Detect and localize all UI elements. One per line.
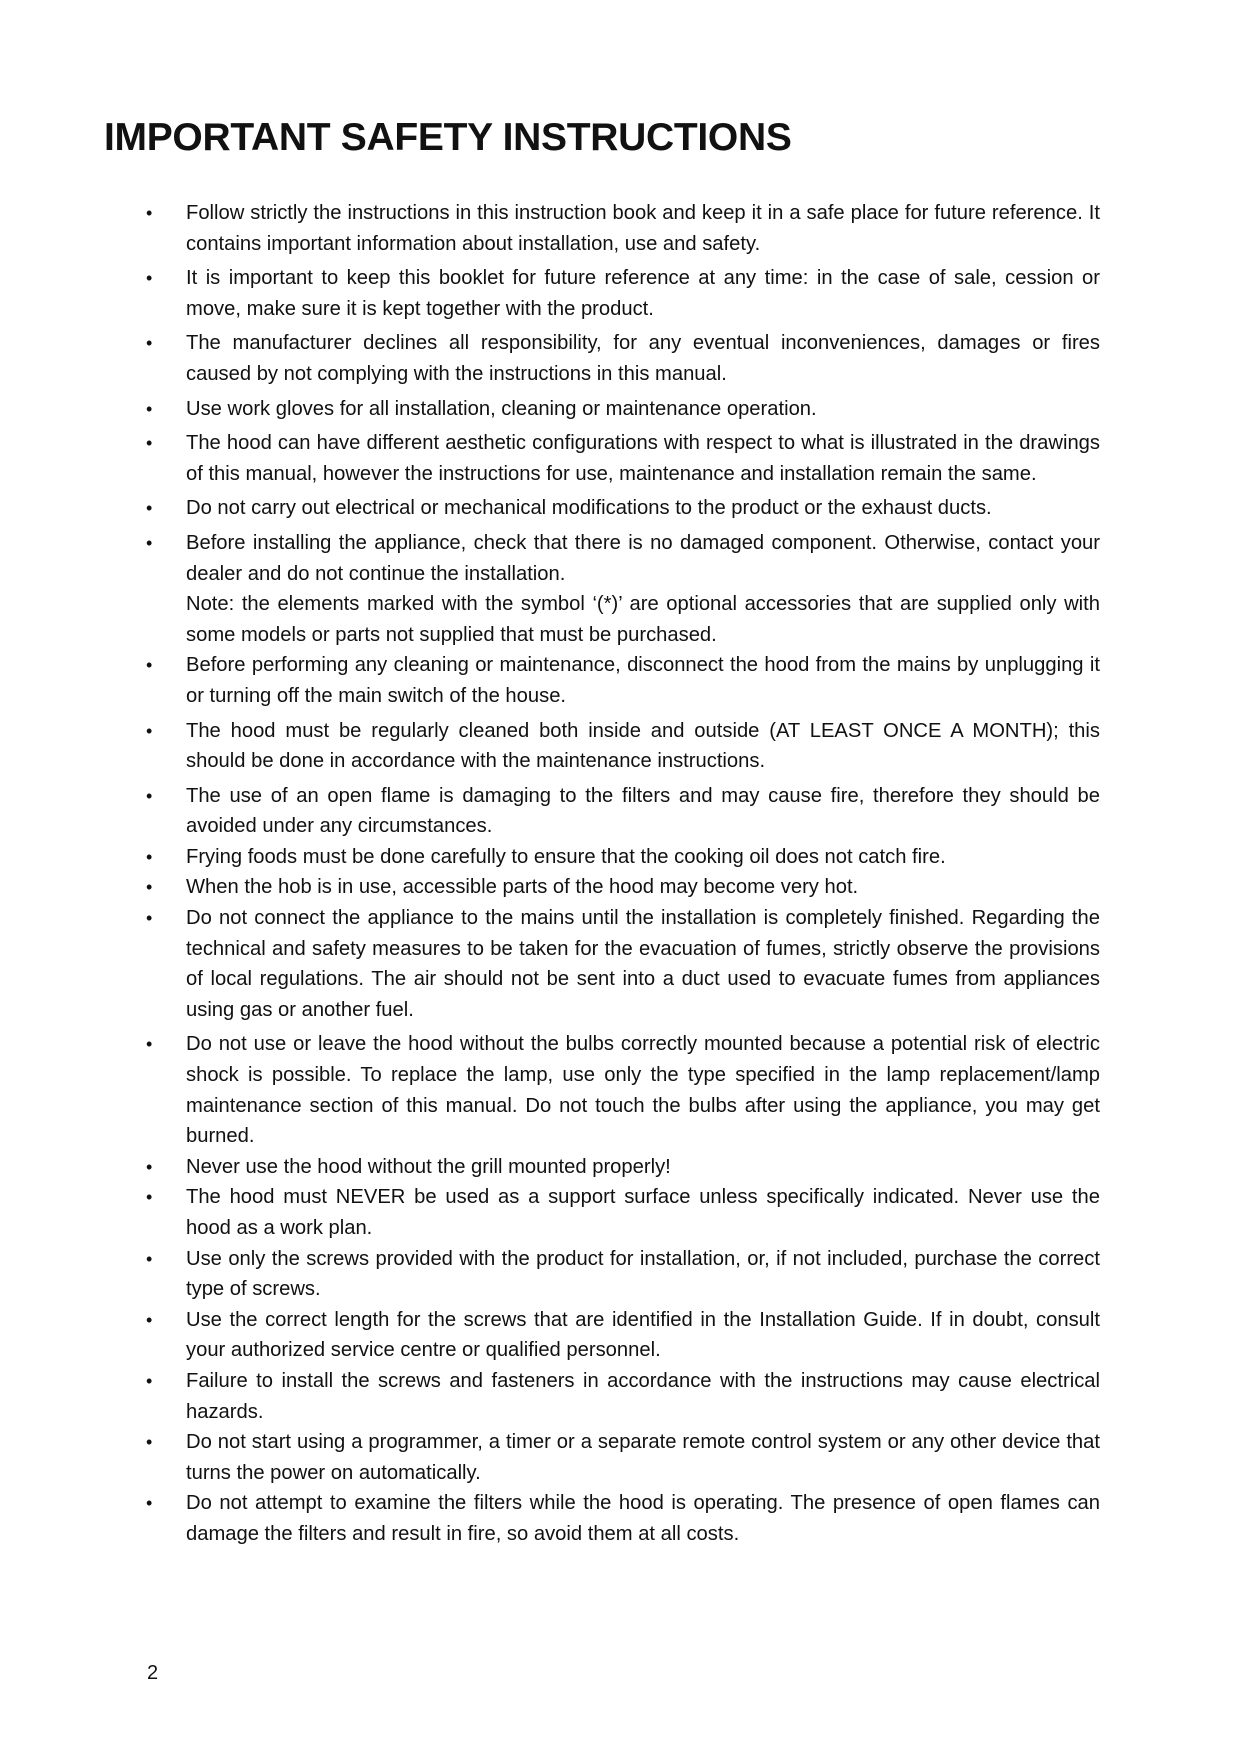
list-item-text: The hood must NEVER be used as a support surface unless specifically indicated. Never use the hood as a work plan. bbox=[186, 1186, 1100, 1239]
list-item-text: It is important to keep this booklet for future reference at any time: in the case of sale, cession or move, make sure it is kept together with the product. bbox=[186, 267, 1100, 320]
bullet-icon: • bbox=[146, 268, 153, 289]
list-item-text: Do not use or leave the hood without the bulbs correctly mounted because a potential risk of electric shock is possible. To replace the lamp, use only the type specified in the lamp replacement/lamp maintenance section of this manual. Do not touch the bulbs after using the appliance, you may get burned. bbox=[186, 1033, 1100, 1148]
bullet-icon: • bbox=[146, 1034, 153, 1055]
list-item bbox=[146, 493, 1100, 524]
list-item-text: The use of an open flame is damaging to the filters and may cause fire, therefore they should be avoided under any circumstances. bbox=[186, 784, 1100, 838]
page-title: IMPORTANT SAFETY INSTRUCTIONS bbox=[104, 116, 792, 159]
bullet-icon: • bbox=[146, 1156, 153, 1177]
bullet-icon: • bbox=[146, 1309, 153, 1330]
list-item-text: Do not connect the appliance to the mains until the installation is completely finished. Regarding the technical and safety measures to be taken for the evacuation of fumes, strictly observe the provisions of local regulations. The air should not be sent into a duct used to evacuate fumes from appliances using gas or another fuel. bbox=[186, 907, 1100, 1021]
list-item-text: Follow strictly the instructions in this instruction book and keep it in a safe place for future reference. It contains important information about installation, use and safety. bbox=[186, 202, 1100, 255]
bullet-icon: • bbox=[146, 785, 153, 806]
bullet-icon: • bbox=[146, 846, 153, 867]
list-item bbox=[146, 650, 1100, 711]
accessories-note: Note: the elements marked with the symbol ‘(*)’ are optional accessories that are supplied only with some models or parts not supplied that must be purchased. bbox=[186, 593, 1100, 646]
bullet-icon: • bbox=[146, 498, 153, 519]
list-item-text: The manufacturer declines all responsibility, for any eventual inconveniences, damages or fires caused by not complying with the instructions in this manual. bbox=[186, 332, 1100, 385]
page-number: 2 bbox=[147, 1662, 159, 1684]
list-item bbox=[146, 1366, 1100, 1427]
list-item bbox=[146, 1182, 1100, 1243]
bullet-icon: • bbox=[146, 398, 153, 419]
bullet-icon: • bbox=[146, 333, 153, 354]
list-item-text: The hood can have different aesthetic configurations with respect to what is illustrated in the drawings of this manual, however the instructions for use, maintenance and installation remain the same. bbox=[186, 432, 1100, 485]
bullet-icon: • bbox=[146, 877, 153, 898]
list-item-text: Before installing the appliance, check that there is no damaged component. Otherwise, contact your dealer and do not continue the installation. bbox=[186, 531, 1100, 585]
list-item bbox=[146, 428, 1100, 489]
list-item-text: Never use the hood without the grill mounted properly! bbox=[186, 1155, 671, 1178]
list-item bbox=[146, 1305, 1100, 1366]
bullet-icon: • bbox=[146, 1493, 153, 1514]
bullet-icon: • bbox=[146, 1187, 153, 1208]
list-item-text: Use only the screws provided with the product for installation, or, if not included, purchase the correct type of screws. bbox=[186, 1247, 1100, 1301]
list-item-text: When the hob is in use, accessible parts of the hood may become very hot. bbox=[186, 876, 859, 899]
bullet-icon: • bbox=[146, 1432, 153, 1453]
bullet-icon: • bbox=[146, 720, 153, 741]
list-item-text: The hood must be regularly cleaned both inside and outside (AT LEAST ONCE A MONTH); this should be done in accordance with the maintenance instructions. bbox=[186, 719, 1100, 773]
bullet-icon: • bbox=[146, 433, 153, 454]
bullet-icon: • bbox=[146, 1370, 153, 1391]
list-item bbox=[146, 1488, 1100, 1549]
list-item-text: Do not carry out electrical or mechanical modifications to the product or the exhaust ducts. bbox=[186, 497, 992, 520]
list-item-text: Frying foods must be done carefully to ensure that the cooking oil does not catch fire. bbox=[186, 845, 946, 868]
list-item-text: Do not attempt to examine the filters while the hood is operating. The presence of open flames can damage the filters and result in fire, so avoid them at all costs. bbox=[186, 1492, 1100, 1545]
list-item bbox=[146, 328, 1100, 389]
list-item bbox=[146, 1029, 1100, 1151]
bullet-icon: • bbox=[146, 532, 153, 553]
list-item bbox=[146, 198, 1100, 259]
list-item-text: Before performing any cleaning or maintenance, disconnect the hood from the mains by unplugging it or turning off the main switch of the house. bbox=[186, 654, 1100, 707]
bullet-icon: • bbox=[146, 655, 153, 676]
bullet-icon: • bbox=[146, 203, 153, 223]
list-item bbox=[146, 1152, 1100, 1183]
list-item bbox=[146, 903, 1100, 1025]
list-item-text: Failure to install the screws and fasteners in accordance with the instructions may cause electrical hazards. bbox=[186, 1369, 1100, 1423]
list-item-text: Use work gloves for all installation, cleaning or maintenance operation. bbox=[186, 397, 817, 420]
list-item bbox=[146, 528, 1100, 650]
list-item bbox=[146, 1244, 1100, 1305]
list-item bbox=[146, 781, 1100, 842]
list-item bbox=[146, 872, 1100, 903]
list-item bbox=[146, 1427, 1100, 1488]
list-item bbox=[146, 842, 1100, 873]
safety-instructions-list bbox=[146, 198, 1100, 1550]
bullet-icon: • bbox=[146, 908, 153, 929]
list-item bbox=[146, 716, 1100, 777]
list-item bbox=[146, 394, 1100, 425]
bullet-icon: • bbox=[146, 1248, 153, 1269]
list-item-text: Use the correct length for the screws that are identified in the Installation Guide. If in doubt, consult your authorized service centre or qualified personnel. bbox=[186, 1308, 1100, 1362]
list-item bbox=[146, 263, 1100, 324]
list-item-text: Do not start using a programmer, a timer or a separate remote control system or any other device that turns the power on automatically. bbox=[186, 1431, 1100, 1484]
